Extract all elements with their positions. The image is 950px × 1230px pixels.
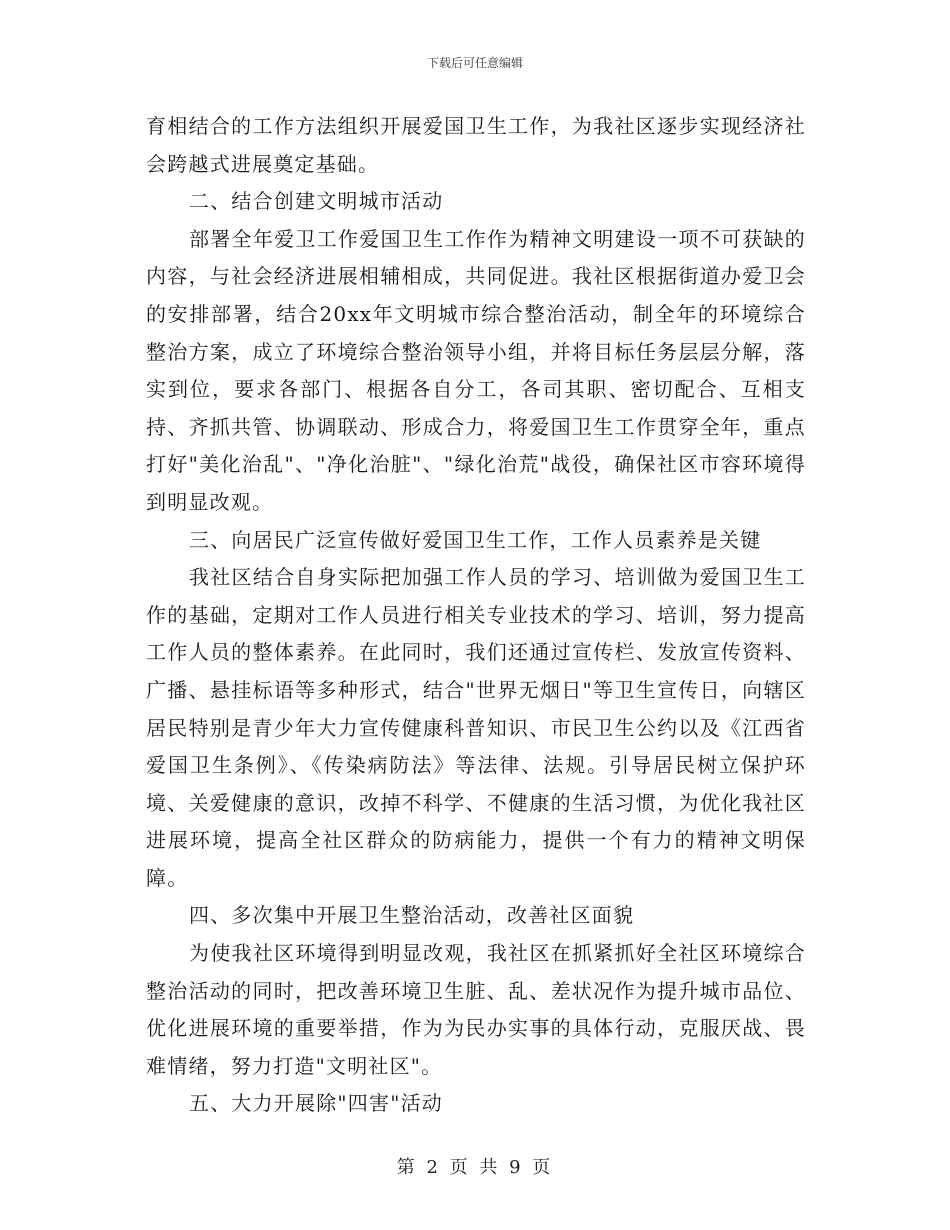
paragraph-1: 育相结合的工作方法组织开展爱国卫生工作，为我社区逐步实现经济社会跨越式进展奠定基础。 — [146, 114, 806, 176]
section-heading-2: 二、结合创建文明城市活动 — [189, 189, 444, 214]
section-heading-3: 三、向居民广泛宣传做好爱国卫生工作，工作人员素养是关键 — [189, 527, 762, 552]
document-body — [146, 108, 806, 1123]
paragraph-2: 部署全年爱卫工作爱国卫生工作作为精神文明建设一项不可获缺的内容，与社会经济进展相辅相成，共同促进。我社区根据街道办爱卫会的安排部署，结合20xx年文明城市综合整治活动，制全年的环境综合整治方案，成立了环境综合整治领导小组，并将目标任务层层分解，落实到位，要求各部门、根据各自分工，各司其职、密切配合、互相支持、齐抓共管、协调联动、形成合力，将爱国卫生工作贯穿全年，重点打好"美化治乱"、"净化治脏"、"绿化治荒"战役，确保社区市容环境得到明显改观。 — [146, 226, 806, 514]
paragraph-3: 我社区结合自身实际把加强工作人员的学习、培训做为爱国卫生工作的基础，定期对工作人员进行相关专业技术的学习、培训，努力提高工作人员的整体素养。在此同时，我们还通过宣传栏、发放宣传资料、广播、悬挂标语等多种形式，结合"世界无烟日"等卫生宣传日，向辖区居民特别是青少年大力宣传健康科普知识、市民卫生公约以及《江西省爱国卫生条例》、《传染病防法》等法律、法规。引导居民树立保护环境、关爱健康的意识，改掉不科学、不健康的生活习惯，为优化我社区进展环境，提高全社区群众的防病能力，提供一个有力的精神文明保障。 — [146, 565, 806, 890]
paragraph-4: 为使我社区环境得到明显改观，我社区在抓紧抓好全社区环境综合整治活动的同时，把改善环境卫生脏、乱、差状况作为提升城市品位、优化进展环境的重要举措，作为为民办实事的具体行动，克服厌战、畏难情绪，努力打造"文明社区"。 — [146, 941, 806, 1078]
page-header: 下载后可任意编辑 — [426, 56, 523, 70]
section-heading-4: 四、多次集中开展卫生整治活动，改善社区面貌 — [189, 903, 635, 928]
page-number: 第 2 页 共 9 页 — [396, 1157, 554, 1178]
section-heading-5: 五、大力开展除"四害"活动 — [189, 1091, 443, 1116]
